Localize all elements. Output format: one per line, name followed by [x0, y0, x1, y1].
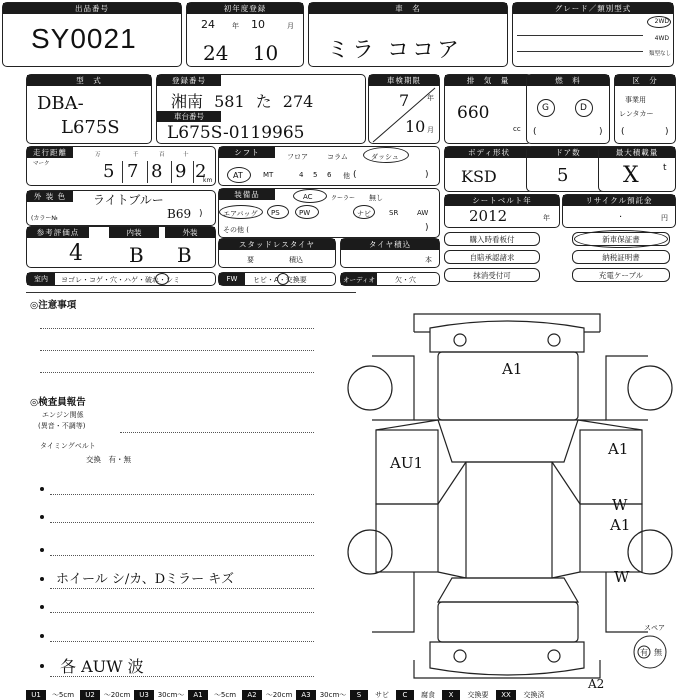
note-bullet [40, 515, 44, 519]
seatbelt-box [444, 194, 560, 228]
audio-label: オーディオ [341, 273, 377, 285]
inspection-box [368, 74, 440, 144]
seatbelt-unit: 年 [543, 214, 550, 222]
mileage-mark: マーク [33, 161, 50, 167]
doc-charge-cable: 充電ケーブル [572, 268, 670, 282]
shift-4: 4 [299, 171, 304, 179]
damage-mark-right-w: W [612, 496, 628, 514]
legend-key: A3 [296, 690, 316, 700]
equip-none: 無し [369, 194, 383, 202]
legend-key: U3 [134, 690, 154, 700]
interior-condition-box [26, 272, 216, 286]
interior-cond-text: ヨゴレ・コゲ・穴・ハゲ・破れ・シミ [61, 276, 180, 284]
model-label: 型 式 [27, 75, 151, 86]
note-bullet [40, 548, 44, 552]
shift-6: 6 [327, 171, 332, 179]
equip-pw-circle [295, 205, 319, 219]
equipment-box [218, 188, 440, 238]
studless-required: 要 [247, 256, 254, 264]
capacity-label: 最大積載量 [599, 147, 675, 158]
lot-number-box [2, 2, 182, 67]
legend-key: C [396, 690, 414, 700]
caution-title: ◎注意事項 [30, 300, 77, 311]
legend-desc: 〜20cm [265, 691, 293, 699]
legend-key: U1 [26, 690, 46, 700]
score-box [26, 226, 216, 268]
equip-ac: AC [303, 193, 313, 201]
shift-paren-open: ( [353, 170, 357, 180]
equip-ps-circle [267, 205, 289, 219]
inspection-label: 車検期限 [369, 75, 439, 86]
equip-other: その他 ( [223, 226, 249, 234]
recycle-label: リサイクル預託金 [563, 195, 675, 206]
inspection-year-hw: 7 [399, 91, 410, 110]
mileage-box [26, 146, 216, 186]
fw-box [218, 272, 336, 286]
fuel-box [526, 74, 610, 144]
model-handwritten-1: DBA- [37, 93, 84, 114]
legend-desc: 30cm〜 [319, 691, 347, 699]
damage-mark-rear: A2 [588, 677, 605, 690]
note-handwritten-1: ホイール シ/カ、Dミラー キズ [56, 572, 235, 587]
lot-number-label: 出品番号 [3, 3, 181, 14]
inspection-year-unit: 年 [427, 94, 434, 102]
interior-score-label: 内装 [109, 227, 159, 238]
legend-desc: 交換要 [467, 691, 489, 699]
mileage-unit-10k: 万 [95, 152, 101, 158]
shift-dash-circle [363, 147, 409, 163]
car-name-box [308, 2, 508, 67]
legend-desc: 〜5cm [51, 691, 75, 699]
shift-box [218, 146, 440, 186]
interior-score-hw: B [129, 243, 144, 267]
legend-desc: 交換済 [523, 691, 545, 699]
lot-number-value: SY0021 [31, 23, 137, 54]
studless-label: スタッドレスタイヤ [219, 239, 335, 250]
category-label: 区 分 [615, 75, 675, 86]
car-name-label: 車 名 [309, 3, 507, 14]
exterior-score-label: 外装 [165, 227, 215, 238]
shift-at-circle [227, 167, 251, 183]
shift-at: AT [233, 171, 243, 180]
body-shape-handwritten: KSD [461, 167, 497, 186]
shift-5: 5 [313, 171, 318, 179]
mileage-unit-10: 十 [183, 152, 189, 158]
equip-sr: SR [389, 209, 399, 217]
shift-other: 他 [343, 172, 350, 180]
recycle-value: . [619, 209, 623, 220]
legend-key: A1 [188, 690, 208, 700]
note-bullet [40, 605, 44, 609]
equip-aw: AW [417, 209, 429, 217]
category-paren-open: ( [621, 127, 625, 137]
legend-desc: 腐食 [421, 691, 435, 699]
displacement-handwritten: 660 [457, 103, 490, 123]
equip-navi: ナビ [357, 210, 371, 218]
interior-cond-label: 室内 [27, 273, 55, 285]
first-reg-year-print: 24 [201, 18, 215, 31]
doc-purchase-sign: 購入時看板付 [444, 232, 540, 246]
car-diagram [330, 300, 690, 690]
shift-label: シフト [219, 147, 275, 158]
doc-warranty-circle [574, 230, 668, 248]
equip-airbag-circle [219, 205, 263, 219]
body-shape-box [444, 146, 534, 192]
audio-box [340, 272, 440, 286]
chassis-handwritten: L675S-0119965 [167, 123, 305, 143]
fw-a-circle [277, 273, 289, 285]
damage-mark-right-a1: A1 [610, 516, 631, 534]
shift-paren-close: ) [425, 170, 429, 180]
studless-box [218, 238, 336, 268]
first-reg-month-unit: 月 [287, 22, 294, 30]
inspector-title: ◎検査員報告 [30, 397, 86, 408]
first-reg-year-unit: 年 [232, 22, 239, 30]
legend-desc: 〜5cm [213, 691, 237, 699]
color-handwritten: ライトブルー [93, 193, 164, 207]
shift-column: コラム [327, 153, 348, 161]
fuel-label: 燃 料 [527, 75, 609, 86]
fuel-diesel: D [580, 103, 587, 113]
model-box [26, 74, 152, 144]
mileage-digit: 8 [151, 161, 163, 182]
exterior-score-hw: B [177, 243, 192, 267]
color-box [26, 190, 216, 226]
drive-4wd: 4WD [654, 35, 669, 42]
displacement-unit: cc [513, 125, 521, 133]
first-reg-month-print: 10 [251, 18, 265, 31]
model-handwritten-2: L675S [61, 117, 120, 138]
legend-desc: 〜20cm [103, 691, 131, 699]
capacity-box [598, 146, 676, 192]
audio-text: 欠・穴 [395, 276, 416, 284]
mileage-unit-1k: 千 [133, 152, 139, 158]
engine-label: エンジン関係 [42, 411, 84, 419]
color-number-close: ) [199, 209, 203, 219]
score-label: 参考評価点 [27, 227, 89, 238]
drive-none: 類型なし [649, 51, 672, 57]
damage-mark-left: AU1 [390, 454, 424, 472]
note-bullet [40, 664, 44, 668]
mileage-km: km [203, 177, 213, 184]
capacity-handwritten: X [623, 163, 639, 188]
grade-label: グレード／類別型式 [513, 3, 673, 14]
spare-yes: 有 [640, 648, 648, 657]
category-paren-close: ) [665, 127, 669, 137]
tire-unit: 本 [425, 256, 432, 264]
displacement-label: 排 気 量 [445, 75, 531, 86]
legend-key: A2 [242, 690, 262, 700]
mileage-digit: 2 [195, 161, 207, 182]
door-label: ドア数 [527, 147, 609, 158]
drive-2wd-circle [647, 16, 671, 28]
mileage-digit: 5 [103, 161, 115, 182]
damage-mark-hood: A1 [502, 360, 523, 378]
tire-label: タイヤ積込 [341, 239, 439, 250]
note-bullet [40, 487, 44, 491]
legend-desc: サビ [375, 691, 389, 699]
legend-key: X [442, 690, 460, 700]
mileage-digit: 9 [175, 161, 187, 182]
equip-airbag: エアバッグ [223, 210, 258, 218]
mileage-label: 走行距離 [27, 147, 73, 158]
interior-hole-circle [155, 273, 169, 285]
recycle-unit: 円 [661, 214, 668, 222]
inspection-month-unit: 月 [427, 126, 434, 134]
shift-floor: フロア [287, 153, 308, 161]
spare-label: スペア [644, 624, 665, 632]
mileage-unit-100: 百 [159, 152, 165, 158]
doc-deregistration: 抹消受付可 [444, 268, 540, 282]
doc-insurance: 自賠承認諸求 [444, 250, 540, 264]
shift-mt: MT [263, 171, 274, 179]
legend-desc: 30cm〜 [157, 691, 185, 699]
first-reg-handwritten: 24 10 [203, 41, 279, 65]
equip-cooler: クーラー [331, 195, 356, 202]
seatbelt-handwritten: 2012 [469, 207, 508, 225]
fw-text: ヒビ・A・交換要 [253, 276, 307, 284]
studless-loaded: 積込 [289, 256, 303, 264]
note-bullet [40, 577, 44, 581]
note-bullet [40, 634, 44, 638]
capacity-unit: t [663, 163, 667, 173]
inspection-month-hw: 10 [405, 117, 426, 136]
recycle-box [562, 194, 676, 228]
fuel-paren-open: ( [533, 127, 537, 137]
legend-key: U2 [80, 690, 100, 700]
note-handwritten-2: 各 AUW 波 [60, 657, 144, 676]
damage-mark-right-front: A1 [608, 440, 629, 458]
equip-navi-circle [353, 205, 375, 219]
doc-tax: 納税証明書 [572, 250, 670, 264]
spare-no: 無 [654, 648, 662, 657]
reg-number-label: 登録番号 [157, 75, 221, 86]
damage-mark-right-rear: W [614, 568, 630, 586]
drive-2wd: 2WD [654, 18, 669, 25]
displacement-box [444, 74, 532, 144]
legend-key: XX [496, 690, 516, 700]
equip-ac-circle [293, 189, 327, 203]
tire-box [340, 238, 440, 268]
equip-ps: PS [271, 209, 280, 217]
color-number-hw: B69 [167, 207, 192, 221]
category-box [614, 74, 676, 144]
category-commercial: 事業用 [625, 96, 646, 104]
seatbelt-label: シートベルト年 [445, 195, 559, 206]
fw-label: FW [219, 273, 245, 285]
body-shape-label: ボディ形状 [445, 147, 533, 158]
legend-key: S [350, 690, 368, 700]
engine-sub: (異音・不調等) [38, 422, 86, 430]
mileage-digit: 7 [127, 161, 139, 182]
color-label: 外 装 色 [27, 191, 73, 202]
doc-warranty: 新車保証書 [572, 232, 670, 246]
first-registration-label: 初年度登録 [187, 3, 303, 14]
timing-label: タイミングベルト [40, 442, 96, 450]
equip-pw: PW [299, 209, 311, 217]
category-rental: レンタカー [619, 110, 654, 118]
reg-number-handwritten: 湘南 581 た 274 [171, 92, 314, 111]
timing-sub: 交換 有・無 [86, 455, 131, 464]
chassis-label: 車台番号 [157, 111, 221, 122]
first-registration-box [186, 2, 304, 67]
score-handwritten: 4 [69, 241, 83, 266]
color-number-label: (カラー№ [31, 215, 58, 222]
car-name-handwritten: ミラ ココア [327, 38, 462, 63]
equip-other-close: ) [425, 223, 429, 233]
equipment-label: 装備品 [219, 189, 275, 200]
fuel-paren-close: ) [599, 127, 603, 137]
registration-box [156, 74, 366, 144]
grade-box [512, 2, 674, 67]
door-handwritten: 5 [557, 165, 569, 186]
fuel-gasoline: G [542, 103, 549, 113]
shift-dash: ダッシュ [371, 153, 399, 161]
